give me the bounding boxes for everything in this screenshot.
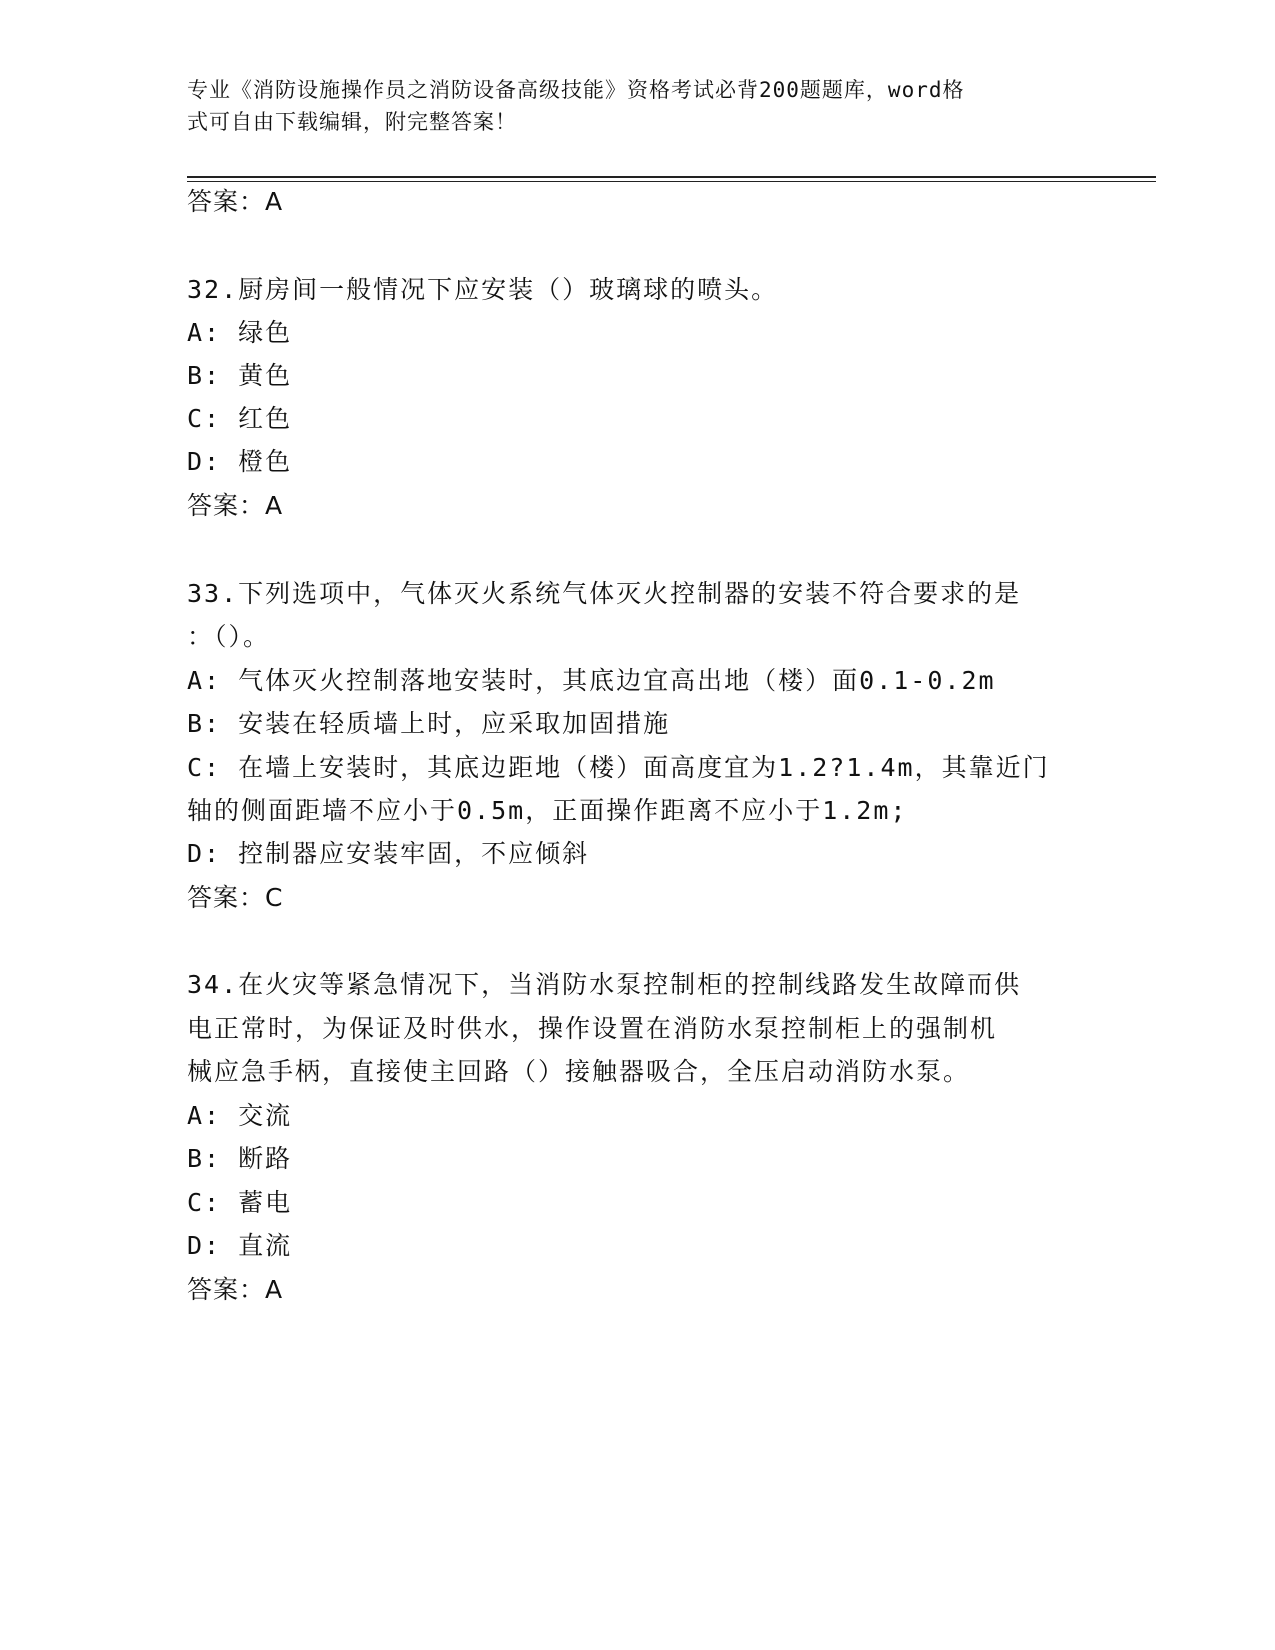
document-header [187,74,1067,138]
q34-answer: 答案：A [187,1275,284,1304]
q32-option-d: D: 橙色 [187,447,293,476]
q34-option-c: C: 蓄电 [187,1188,293,1217]
q34-stem-line-2: 电正常时，为保证及时供水，操作设置在消防水泵控制柜上的强制机 [187,1014,998,1043]
previous-answer: 答案：A [187,187,284,216]
q32-option-b: B: 黄色 [187,361,293,390]
q33-stem-line-1: 33.下列选项中，气体灭火系统气体灭火控制器的安装不符合要求的是 [187,579,1022,608]
q32-option-a: A: 绿色 [187,318,293,347]
q33-option-d: D: 控制器应安装牢固，不应倾斜 [187,839,590,868]
q32-option-c: C: 红色 [187,404,293,433]
header-line-2: 式可自由下载编辑，附完整答案！ [187,110,517,134]
q32-answer: 答案：A [187,491,284,520]
q34-option-b: B: 断路 [187,1144,293,1173]
q33-answer: 答案：C [187,883,284,912]
q34-stem-line-1: 34.在火灾等紧急情况下，当消防水泵控制柜的控制线路发生故障而供 [187,970,1022,999]
q34-stem-line-3: 械应急手柄，直接使主回路（）接触器吸合，全压启动消防水泵。 [187,1057,971,1086]
q33-option-a: A: 气体灭火控制落地安装时，其底边宜高出地（楼）面0.1-0.2m [187,666,996,695]
q33-option-c-line-1: C: 在墙上安装时，其底边距地（楼）面高度宜为1.2?1.4m，其靠近门 [187,753,1050,782]
q33-option-c-line-2: 轴的侧面距墙不应小于0.5m，正面操作距离不应小于1.2m; [187,796,908,825]
header-divider-thin [187,181,1156,182]
q33-option-b: B: 安装在轻质墙上时，应采取加固措施 [187,709,671,738]
q32-stem: 32.厨房间一般情况下应安装（）玻璃球的喷头。 [187,275,779,304]
header-divider-thick [187,176,1156,178]
header-line-1: 专业《消防设施操作员之消防设备高级技能》资格考试必背200题题库，word格 [187,78,965,102]
q33-stem-line-2: ：（）。 [187,622,271,651]
q34-option-d: D: 直流 [187,1231,293,1260]
q34-option-a: A: 交流 [187,1101,293,1130]
